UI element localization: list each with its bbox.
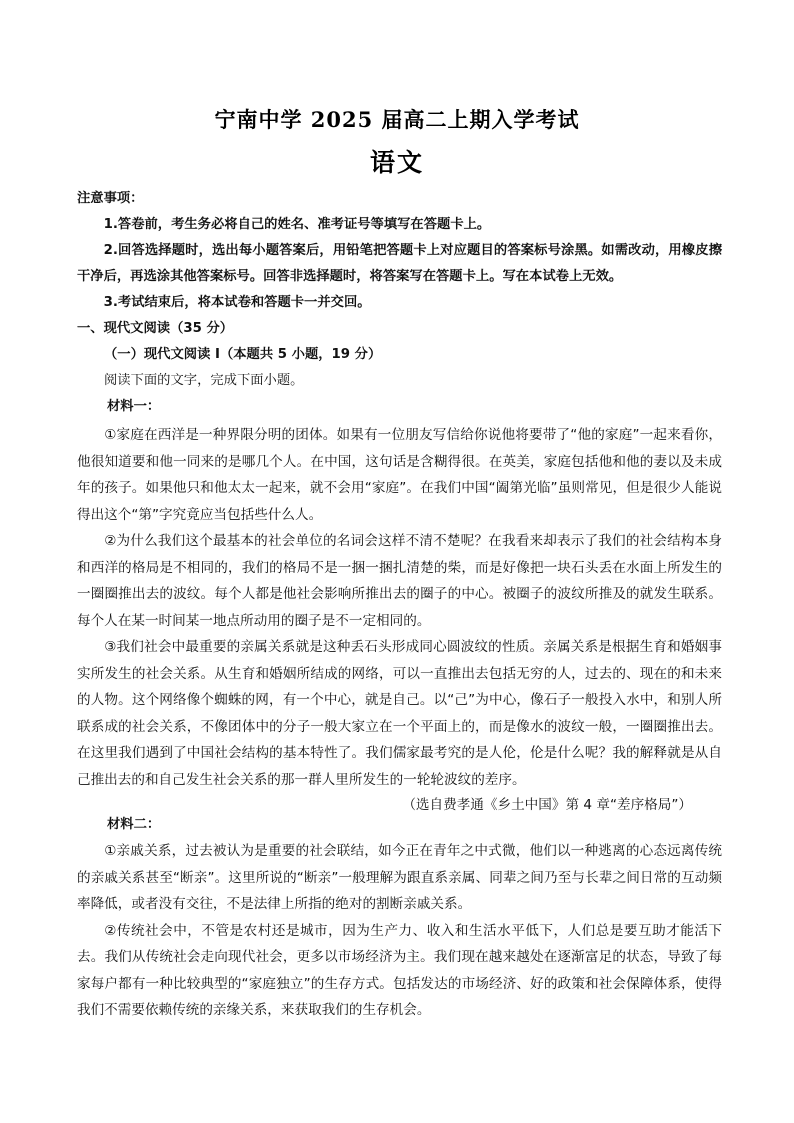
material-2: [77, 812, 722, 1024]
subject-title: 语文: [369, 148, 424, 177]
material-1-paragraph: ③我们社会中最重要的亲属关系就是这种丢石头形成同心圆波纹的性质。亲属关系是根据生育和婚姻事实所发生的社会关系。从生育和婚姻所结成的网络，可以一直推出去包括无穷的人，过去的、现在的和未来的人物。这个网络像个蜘蛛的网，有一个中心，就是自己。以“己”为中心，像石子一般投入水中，和别人所联系成的社会关系，不像团体中的分子一般大家立在一个平面上的，而是像水的波纹一般，一圈圈推出去。在这里我们遇到了中国社会结构的基本特性了。我们儒家最考究的是人伦，伦是什么呢？我的解释就是从自己推出去的和自己发生社会关系的那一群人里所发生的一轮轮波纹的差序。: [77, 639, 722, 788]
notice-heading: 注意事项：: [77, 191, 144, 206]
exam-title: 宁南中学 2025 届高二上期入学考试: [214, 107, 580, 132]
notice-item-3: 3.考试结束后，将本试卷和答题卡一并交回。: [103, 295, 371, 310]
material-1-source: （选自费孝通《乡土中国》第 4 章“差序格局”）: [402, 797, 692, 813]
material-2-label: 材料二：: [107, 817, 161, 832]
material-2-paragraph: ①亲戚关系，过去被认为是重要的社会联结，如今正在青年之中式微，他们以一种逃离的心态远离传统的亲戚关系甚至“断亲”。这里所说的“断亲”一般理解为跟直系亲属、同辈之间乃至与长辈之间日常的互动频率降低，或者没有交往，不是法律上所指的绝对的割断亲戚关系。: [77, 843, 722, 912]
sub-section-heading: （一）现代文阅读 I（本题共 5 小题，19 分）: [104, 347, 382, 362]
material-2-paragraph: ②传统社会中，不管是农村还是城市，因为生产力、收入和生活水平低下，人们总是要互助才能活下去。我们从传统社会走向现代社会，更多以市场经济为主。我们现在越来越处在逐渐富足的状态，导致了每家每户都有一种比较典型的“家庭独立”的生存方式。包括发达的市场经济、好的政策和社会保障体系，使得我们不需要依赖传统的亲缘关系，来获取我们的生存机会。: [77, 922, 722, 1018]
notice-item-1: 1.答卷前，考生务必将自己的姓名、准考证号等填写在答题卡上。: [103, 217, 491, 232]
material-1-label: 材料一：: [107, 399, 161, 414]
section-1: [77, 316, 722, 420]
section-heading: 一、现代文阅读（35 分）: [77, 321, 234, 336]
notice-block: [77, 186, 722, 316]
reading-instruction: 阅读下面的文字，完成下面小题。: [104, 373, 304, 388]
material-1-paragraph: ②为什么我们这个最基本的社会单位的名词会这样不清不楚呢？在我看来却表示了我们的社会结构本身和西洋的格局是不相同的，我们的格局不是一捆一捆扎清楚的柴，而是好像把一块石头丢在水面上所发生的一圈圈推出去的波纹。每个人都是他社会影响所推出去的圈子的中心。被圈子的波纹所推及的就发生联系。每个人在某一时间某一地点所动用的圈子是不一定相同的。: [77, 533, 722, 629]
material-1: [77, 422, 722, 813]
notice-item-2: 2.回答选择题时，选出每小题答案后，用铅笔把答题卡上对应题目的答案标号涂黑。如需改动，用橡皮擦干净后，再选涂其他答案标号。回答非选择题时，将答案写在答题卡上。写在本试卷上无效。: [77, 243, 722, 284]
material-1-paragraph: ①家庭在西洋是一种界限分明的团体。如果有一位朋友写信给你说他将要带了“他的家庭”一起来看你，他很知道要和他一同来的是哪几个人。在中国，这句话是含糊得很。在英美，家庭包括他和他的妻以及未成年的孩子。如果他只和他太太一起来，就不会用“家庭”。在我们中国“阖第光临”虽则常见，但是很少人能说得出这个“第”字究竟应当包括些什么人。: [77, 427, 722, 523]
